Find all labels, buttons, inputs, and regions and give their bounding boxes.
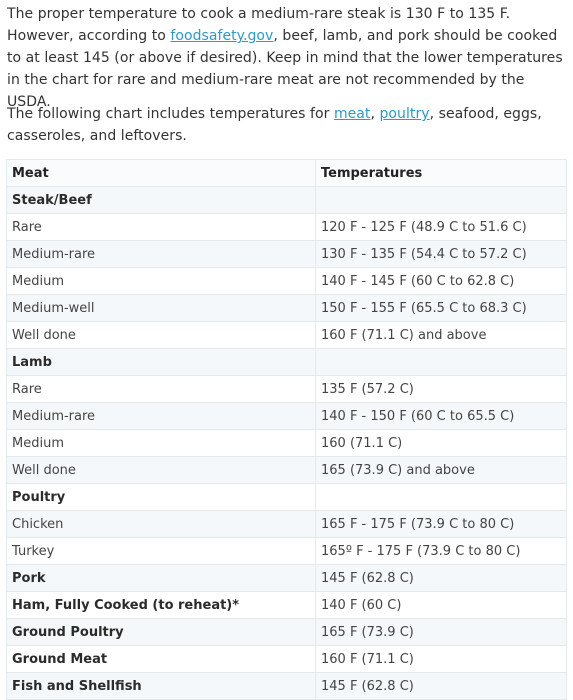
meat-cell: Medium-rare <box>7 403 316 430</box>
temperature-cell: 160 F (71.1 C) <box>316 646 567 673</box>
header-meat: Meat <box>7 160 316 187</box>
table-row <box>7 376 567 403</box>
table-row <box>7 565 567 592</box>
table-row <box>7 322 567 349</box>
temperature-cell: 120 F - 125 F (48.9 C to 51.6 C) <box>316 214 567 241</box>
intro-text-end: , beef, lamb, and pork should be cooked to at least 145 (or above if desired). Keep in mind that the lower temperatures in the chart for rare and medium-rare meat are not recommended by the USDA. <box>7 28 563 110</box>
meat-cell: Well done <box>7 457 316 484</box>
meat-cell: Medium-well <box>7 295 316 322</box>
meat-link[interactable]: meat <box>333 106 371 122</box>
meat-cell: Steak/Beef <box>7 187 316 214</box>
intro-text-start: The proper temperature to cook a medium-rare steak is 130 F to 135 F. However, according to <box>7 6 511 44</box>
meat-cell: Well done <box>7 322 316 349</box>
temperature-cell: 165 (73.9 C) and above <box>316 457 567 484</box>
temperature-cell: 150 F - 155 F (65.5 C to 68.3 C) <box>316 295 567 322</box>
meat-cell: Ham, Fully Cooked (to reheat)* <box>7 592 316 619</box>
temperature-cell: 160 (71.1 C) <box>316 430 567 457</box>
temperature-cell <box>316 484 567 511</box>
meat-cell: Medium-rare <box>7 241 316 268</box>
intro-paragraph <box>7 3 567 113</box>
chart-intro-separator: , <box>370 106 380 122</box>
temperature-cell <box>316 187 567 214</box>
table-row <box>7 646 567 673</box>
temperature-cell: 165 F - 175 F (73.9 C to 80 C) <box>316 511 567 538</box>
table-row <box>7 430 567 457</box>
table-row <box>7 484 567 511</box>
temperature-cell: 130 F - 135 F (54.4 C to 57.2 C) <box>316 241 567 268</box>
table-row <box>7 241 567 268</box>
temperature-table <box>6 159 567 700</box>
table-row <box>7 268 567 295</box>
temperature-cell: 140 F (60 C) <box>316 592 567 619</box>
meat-cell: Medium <box>7 430 316 457</box>
meat-cell: Chicken <box>7 511 316 538</box>
temperature-cell: 140 F - 145 F (60 C to 62.8 C) <box>316 268 567 295</box>
table-row <box>7 457 567 484</box>
table-row <box>7 403 567 430</box>
temperature-cell: 160 F (71.1 C) and above <box>316 322 567 349</box>
table-row <box>7 214 567 241</box>
meat-cell: Fish and Shellfish <box>7 673 316 700</box>
temperature-cell: 145 F (62.8 C) <box>316 565 567 592</box>
table-row <box>7 511 567 538</box>
header-temperatures: Temperatures <box>316 160 567 187</box>
temperature-cell: 135 F (57.2 C) <box>316 376 567 403</box>
chart-intro-text-end: , seafood, eggs, casseroles, and leftovers. <box>7 106 542 144</box>
foodsafety-link[interactable]: foodsafety.gov <box>170 28 274 44</box>
temperature-cell: 165º F - 175 F (73.9 C to 80 C) <box>316 538 567 565</box>
table-row <box>7 295 567 322</box>
table-row <box>7 673 567 700</box>
meat-cell: Lamb <box>7 349 316 376</box>
temperature-cell: 165 F (73.9 C) <box>316 619 567 646</box>
meat-cell: Ground Meat <box>7 646 316 673</box>
meat-cell: Medium <box>7 268 316 295</box>
chart-intro-text-start: The following chart includes temperatures for <box>7 106 334 122</box>
temperature-cell: 145 F (62.8 C) <box>316 673 567 700</box>
meat-cell: Poultry <box>7 484 316 511</box>
table-body <box>7 187 567 700</box>
poultry-link[interactable]: poultry <box>379 106 430 122</box>
table-row <box>7 592 567 619</box>
temperature-cell: 140 F - 150 F (60 C to 65.5 C) <box>316 403 567 430</box>
meat-cell: Rare <box>7 214 316 241</box>
meat-cell: Rare <box>7 376 316 403</box>
table-row <box>7 187 567 214</box>
meat-cell: Ground Poultry <box>7 619 316 646</box>
meat-cell: Turkey <box>7 538 316 565</box>
table-header-row <box>7 160 567 187</box>
table-row <box>7 349 567 376</box>
meat-cell: Pork <box>7 565 316 592</box>
table-row <box>7 538 567 565</box>
chart-intro-paragraph <box>7 103 567 147</box>
temperature-cell <box>316 349 567 376</box>
table-row <box>7 619 567 646</box>
